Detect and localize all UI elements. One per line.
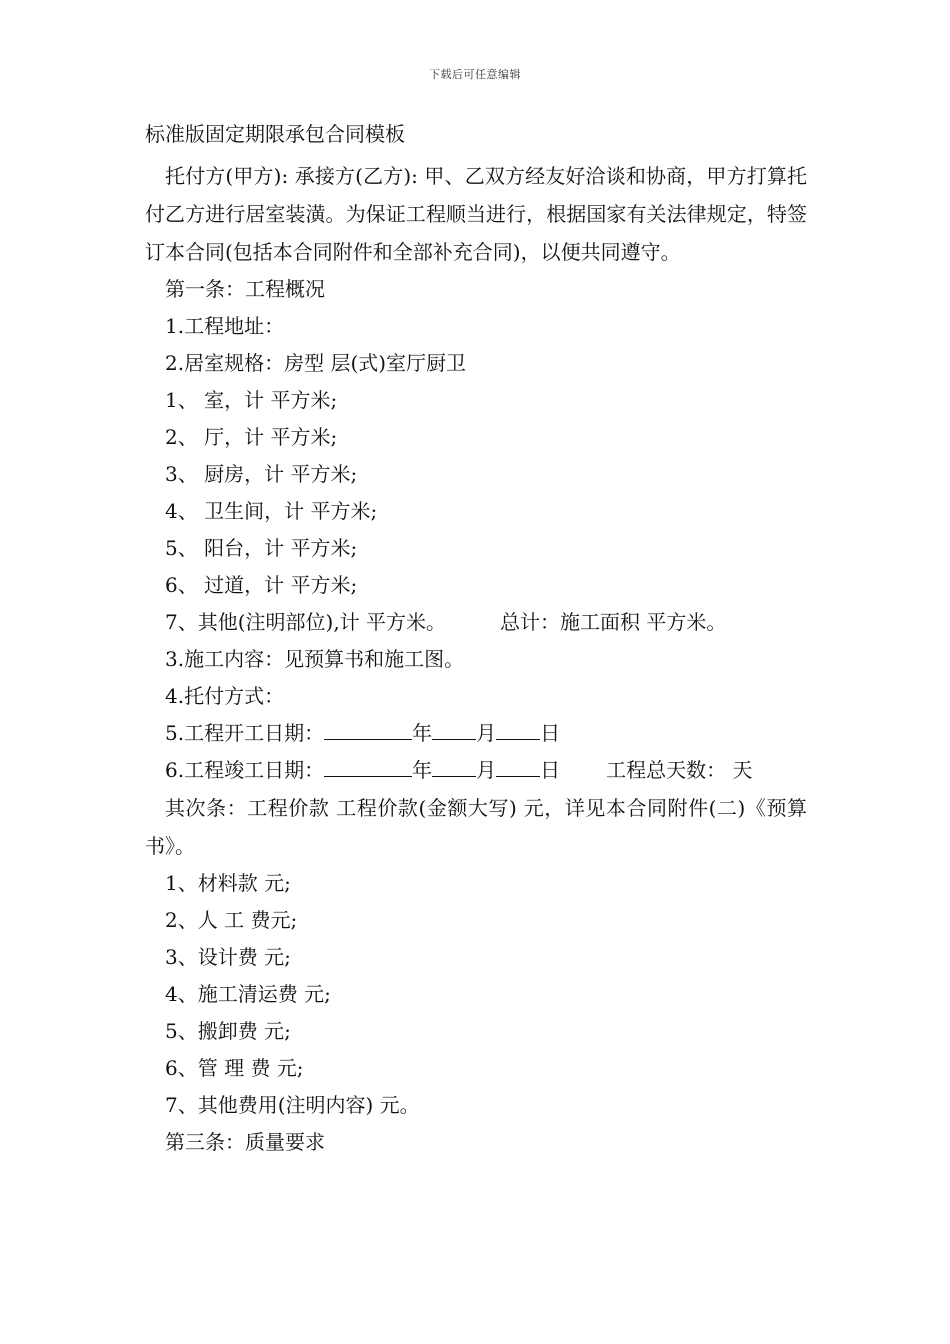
project-address: 1.工程地址： bbox=[165, 314, 285, 338]
document-title: 标准版固定期限承包合同模板 bbox=[145, 122, 405, 146]
start-date-label: 5.工程开工日期： bbox=[165, 721, 325, 745]
price-item: 5、搬卸费 元; bbox=[165, 1019, 291, 1043]
year-label: 年 bbox=[412, 758, 433, 782]
article-2-paragraph: 其次条：工程价款 工程价款(金额大写) 元，详见本合同附件(二)《预算书》。 bbox=[145, 796, 807, 858]
day-label: 日 bbox=[540, 758, 561, 782]
room-item: 3、 厨房，计 平方米; bbox=[165, 462, 358, 486]
start-day-blank[interactable] bbox=[496, 721, 540, 740]
start-date-line bbox=[145, 715, 807, 752]
price-item: 6、管 理 费 元; bbox=[165, 1056, 304, 1080]
other-area: 7、其他(注明部位),计 平方米。 bbox=[165, 610, 447, 634]
price-item: 2、人 工 费元; bbox=[165, 908, 298, 932]
page-header-note: 下载后可任意编辑 bbox=[429, 68, 521, 81]
intro-paragraph: 托付方(甲方): 承接方(乙方): 甲、乙双方经友好洽谈和协商，甲方打算托付乙方进行居室装潢。为保证工程顺当进行，根据国家有关法律规定，特签订本合同(包括本合同附件和全部补充合同)，以便共同遵守。 bbox=[145, 164, 807, 264]
price-item: 7、其他费用(注明内容) 元。 bbox=[165, 1093, 420, 1117]
room-item: 2、 厅，计 平方米; bbox=[165, 425, 338, 449]
room-item: 1、 室，计 平方米; bbox=[165, 388, 338, 412]
end-day-blank[interactable] bbox=[496, 758, 540, 777]
month-label: 月 bbox=[476, 758, 497, 782]
room-item: 4、 卫生间，计 平方米; bbox=[165, 499, 378, 523]
article-1-heading: 第一条：工程概况 bbox=[165, 277, 325, 301]
end-date-label: 6.工程竣工日期： bbox=[165, 758, 325, 782]
room-item: 6、 过道，计 平方米; bbox=[165, 573, 358, 597]
total-area: 总计：施工面积 平方米。 bbox=[500, 610, 727, 634]
room-spec: 2.居室规格：房型 层(式)室厅厨卫 bbox=[165, 351, 467, 375]
end-month-blank[interactable] bbox=[432, 758, 476, 777]
commission-method: 4.托付方式： bbox=[165, 684, 285, 708]
contract-document bbox=[145, 121, 807, 1161]
start-month-blank[interactable] bbox=[432, 721, 476, 740]
price-item: 3、设计费 元; bbox=[165, 945, 291, 969]
construction-content: 3.施工内容：见预算书和施工图。 bbox=[165, 647, 465, 671]
total-days: 工程总天数： 天 bbox=[606, 758, 753, 782]
end-date-line bbox=[145, 752, 807, 789]
day-label: 日 bbox=[540, 721, 561, 745]
room-item: 5、 阳台，计 平方米; bbox=[165, 536, 358, 560]
start-year-blank[interactable] bbox=[324, 721, 412, 740]
year-label: 年 bbox=[412, 721, 433, 745]
other-area-line bbox=[145, 604, 807, 641]
price-item: 4、施工清运费 元; bbox=[165, 982, 331, 1006]
end-year-blank[interactable] bbox=[324, 758, 412, 777]
price-item: 1、材料款 元; bbox=[165, 871, 291, 895]
article-3-heading: 第三条：质量要求 bbox=[165, 1130, 325, 1154]
month-label: 月 bbox=[476, 721, 497, 745]
